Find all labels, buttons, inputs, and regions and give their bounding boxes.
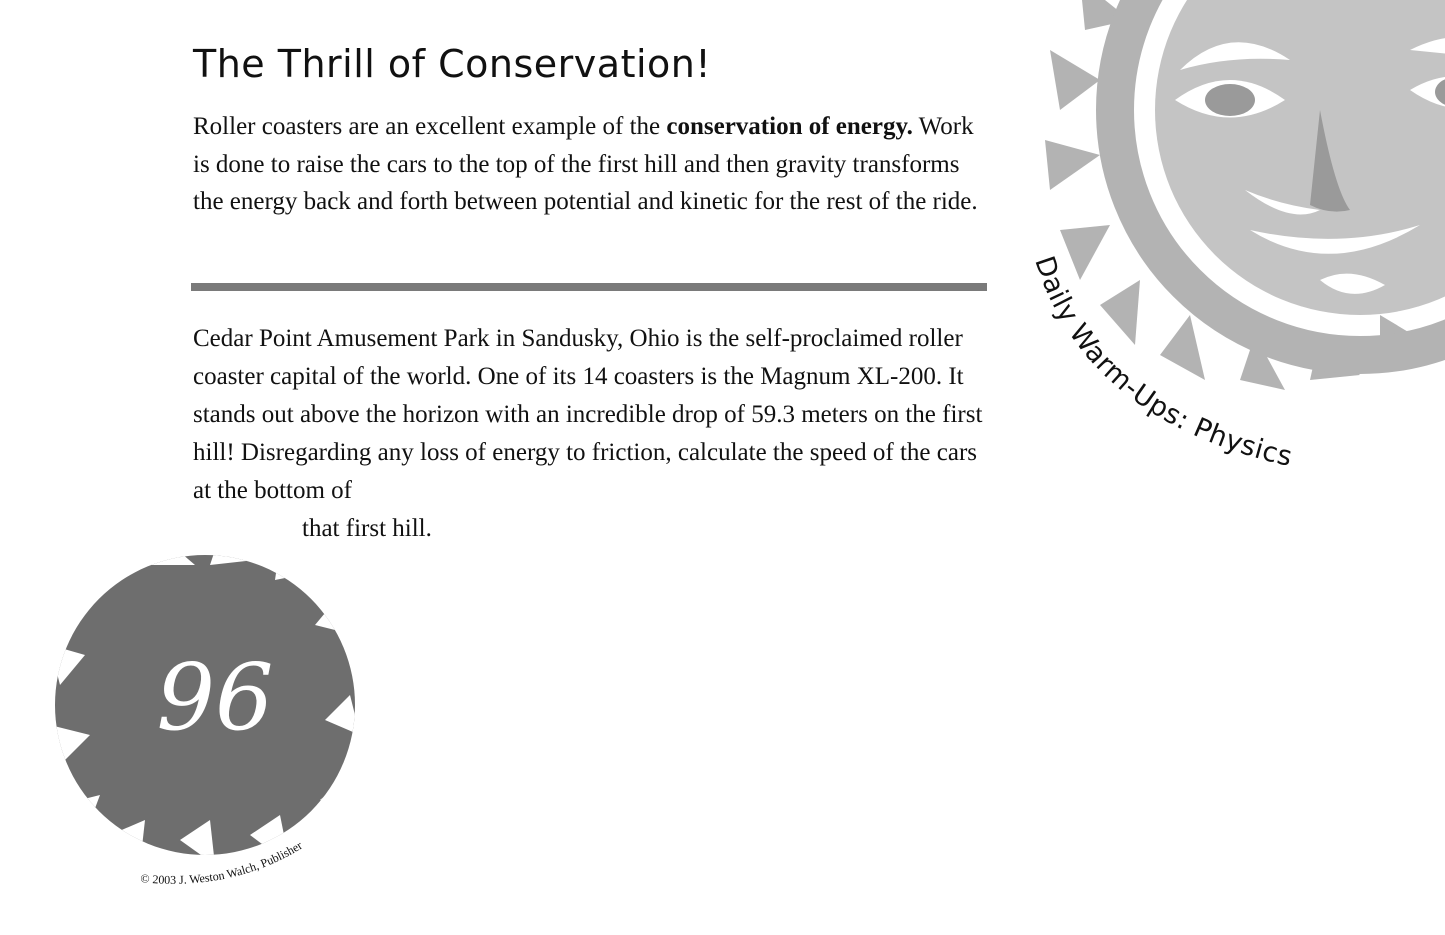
- problem-paragraph: [193, 320, 993, 548]
- intro-text-before: Roller coasters are an excellent example of the: [193, 113, 667, 140]
- svg-text:Daily Warm-Ups: Physics: [1028, 252, 1295, 473]
- problem-last-line: that first hill.: [302, 515, 432, 542]
- series-title-arc: [1000, 220, 1380, 520]
- intro-bold-term: conservation of energy.: [666, 113, 913, 140]
- page-number: 96: [156, 644, 274, 751]
- copyright-text: © 2003 J. Weston Walch, Publisher: [139, 838, 305, 887]
- problem-text: Cedar Point Amusement Park in Sandusky, Ohio is the self-proclaimed roller coaster capital of the world. One of its 14 coasters is the Magnum XL-200. It stands out above the horizon with an incredible drop of 59.3 meters on the first hill! Disregarding any loss of energy to friction, calculate the speed of the cars at the bottom of: [193, 325, 983, 504]
- section-divider: [191, 283, 987, 291]
- intro-text-after: Work is done to raise the cars to the top of the first hill and then gravity transforms the energy back and forth between potential and kinetic for the rest of the ride.: [193, 113, 978, 215]
- page-title: The Thrill of Conservation!: [193, 42, 712, 86]
- intro-paragraph: [193, 108, 993, 221]
- series-title: Daily Warm-Ups: Physics: [1028, 252, 1296, 473]
- svg-text:© 2003 J. Weston Walch, Publ: [140, 838, 305, 887]
- copyright-arc: [130, 800, 370, 910]
